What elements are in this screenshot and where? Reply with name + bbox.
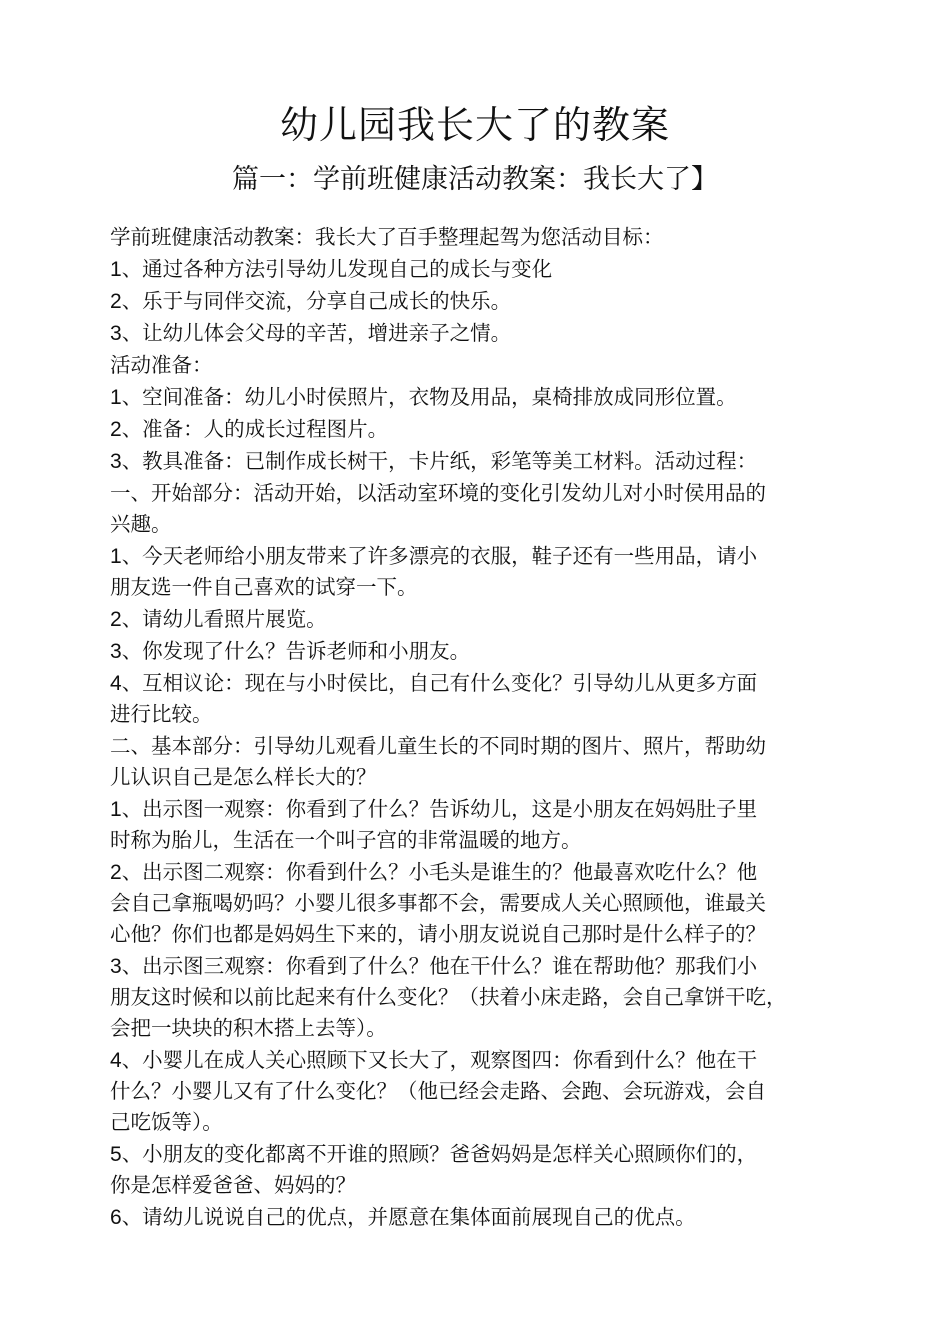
paragraph xyxy=(110,350,860,381)
item-number: 2 xyxy=(110,608,122,631)
line-text: 兴趣。 xyxy=(110,512,172,536)
paragraph xyxy=(110,857,860,950)
paragraph xyxy=(110,951,860,1044)
line-text: 己吃饭等）。 xyxy=(110,1110,223,1134)
paragraph-line xyxy=(110,1139,860,1170)
paragraph-line xyxy=(110,572,860,603)
paragraph-line xyxy=(110,919,860,950)
line-text: 、小婴儿在成人关心照顾下又长大了，观察图四：你看到什么？他在干 xyxy=(121,1048,758,1072)
line-text: 、请幼儿看照片展览。 xyxy=(121,607,327,631)
paragraph-line xyxy=(110,254,860,285)
item-number: 1 xyxy=(110,386,122,409)
paragraph-line xyxy=(110,982,860,1013)
line-text: 、通过各种方法引导幼儿发现自己的成长与变化 xyxy=(121,257,553,281)
line-text: 活动准备： xyxy=(110,353,213,377)
line-text: 心他？你们也都是妈妈生下来的，请小朋友说说自己那时是什么样子的？ xyxy=(110,922,766,946)
paragraph-line xyxy=(110,414,860,445)
paragraph xyxy=(110,318,860,349)
paragraph-line xyxy=(110,509,860,540)
line-text: 会把一块块的积木搭上去等）。 xyxy=(110,1016,387,1040)
paragraph-line xyxy=(110,668,860,699)
paragraph-line xyxy=(110,286,860,317)
item-number: 3 xyxy=(110,322,122,345)
paragraph-line xyxy=(110,636,860,667)
item-number: 3 xyxy=(110,450,122,473)
line-text: 、空间准备：幼儿小时侯照片，衣物及用品，桌椅排放成同形位置。 xyxy=(121,385,737,409)
paragraph xyxy=(110,382,860,413)
paragraph xyxy=(110,478,860,540)
paragraph-line xyxy=(110,1107,860,1138)
paragraph xyxy=(110,541,860,603)
item-number: 2 xyxy=(110,290,122,313)
paragraph xyxy=(110,668,860,730)
line-text: 、小朋友的变化都离不开谁的照顾？爸爸妈妈是怎样关心照顾你们的， xyxy=(121,1142,758,1166)
paragraph xyxy=(110,1139,860,1201)
paragraph-line xyxy=(110,794,860,825)
line-text: 一、开始部分：活动开始，以活动室环境的变化引发幼儿对小时侯用品的 xyxy=(110,481,766,505)
line-text: 学前班健康活动教案：我长大了百手整理起驾为您活动目标： xyxy=(110,225,664,249)
paragraph xyxy=(110,1045,860,1138)
paragraph-line xyxy=(110,699,860,730)
line-text: 、今天老师给小朋友带来了许多漂亮的衣服，鞋子还有一些用品，请小 xyxy=(121,544,758,568)
line-text: 儿认识自己是怎么样长大的？ xyxy=(110,765,377,789)
paragraph xyxy=(110,286,860,317)
line-text: 时称为胎儿，生活在一个叫子宫的非常温暖的地方。 xyxy=(110,828,582,852)
paragraph-line xyxy=(110,382,860,413)
paragraph-line xyxy=(110,478,860,509)
paragraph xyxy=(110,636,860,667)
paragraph-line xyxy=(110,857,860,888)
paragraph-line xyxy=(110,446,860,477)
document-body xyxy=(110,222,860,1234)
paragraph-line xyxy=(110,318,860,349)
paragraph-line xyxy=(110,825,860,856)
item-number: 2 xyxy=(110,861,122,884)
item-number: 4 xyxy=(110,1049,122,1072)
line-text: 、互相议论：现在与小时侯比，自己有什么变化？引导幼儿从更多方面 xyxy=(121,671,758,695)
paragraph xyxy=(110,1202,860,1233)
line-text: 、你发现了什么？告诉老师和小朋友。 xyxy=(121,639,471,663)
line-text: 、乐于与同伴交流，分享自己成长的快乐。 xyxy=(121,289,512,313)
paragraph-line xyxy=(110,1202,860,1233)
item-number: 1 xyxy=(110,798,122,821)
line-text: 、出示图二观察：你看到什么？小毛头是谁生的？他最喜欢吃什么？他 xyxy=(121,860,758,884)
paragraph xyxy=(110,222,860,253)
line-text: 朋友选一件自己喜欢的试穿一下。 xyxy=(110,575,418,599)
paragraph xyxy=(110,446,860,477)
item-number: 3 xyxy=(110,640,122,663)
paragraph-line xyxy=(110,350,860,381)
line-text: 、请幼儿说说自己的优点，并愿意在集体面前展现自己的优点。 xyxy=(121,1205,696,1229)
paragraph-line xyxy=(110,1045,860,1076)
paragraph xyxy=(110,604,860,635)
paragraph xyxy=(110,414,860,445)
item-number: 3 xyxy=(110,955,122,978)
line-text: 进行比较。 xyxy=(110,702,213,726)
paragraph-line xyxy=(110,1170,860,1201)
paragraph-line xyxy=(110,731,860,762)
paragraph xyxy=(110,794,860,856)
line-text: 二、基本部分：引导幼儿观看儿童生长的不同时期的图片、照片，帮助幼 xyxy=(110,734,766,758)
item-number: 5 xyxy=(110,1143,122,1166)
line-text: 、教具准备：已制作成长树干，卡片纸，彩笔等美工材料。活动过程： xyxy=(121,449,758,473)
paragraph-line xyxy=(110,888,860,919)
paragraph xyxy=(110,254,860,285)
line-text: 、准备：人的成长过程图片。 xyxy=(121,417,389,441)
line-text: 、出示图三观察：你看到了什么？他在干什么？谁在帮助他？那我们小 xyxy=(121,954,758,978)
paragraph-line xyxy=(110,222,860,253)
item-number: 2 xyxy=(110,418,122,441)
item-number: 6 xyxy=(110,1206,122,1229)
line-text: 会自己拿瓶喝奶吗？小婴儿很多事都不会，需要成人关心照顾他，谁最关 xyxy=(110,891,766,915)
paragraph-line xyxy=(110,951,860,982)
paragraph-line xyxy=(110,762,860,793)
line-text: 、出示图一观察：你看到了什么？告诉幼儿，这是小朋友在妈妈肚子里 xyxy=(121,797,758,821)
document-subtitle: 篇一：学前班健康活动教案：我长大了】 xyxy=(232,164,718,195)
item-number: 1 xyxy=(110,258,122,281)
paragraph xyxy=(110,731,860,793)
line-text: 、让幼儿体会父母的辛苦，增进亲子之情。 xyxy=(121,321,512,345)
line-text: 什么？小婴儿又有了什么变化？（他已经会走路、会跑、会玩游戏，会自 xyxy=(110,1079,766,1103)
item-number: 1 xyxy=(110,545,122,568)
document-title: 幼儿园我长大了的教案 xyxy=(279,103,670,147)
paragraph-line xyxy=(110,541,860,572)
paragraph-line xyxy=(110,604,860,635)
line-text: 你是怎样爱爸爸、妈妈的？ xyxy=(110,1173,356,1197)
paragraph-line xyxy=(110,1076,860,1107)
paragraph-line xyxy=(110,1013,860,1044)
line-text: 朋友这时候和以前比起来有什么变化？（扶着小床走路，会自己拿饼干吃， xyxy=(110,985,787,1009)
item-number: 4 xyxy=(110,672,122,695)
